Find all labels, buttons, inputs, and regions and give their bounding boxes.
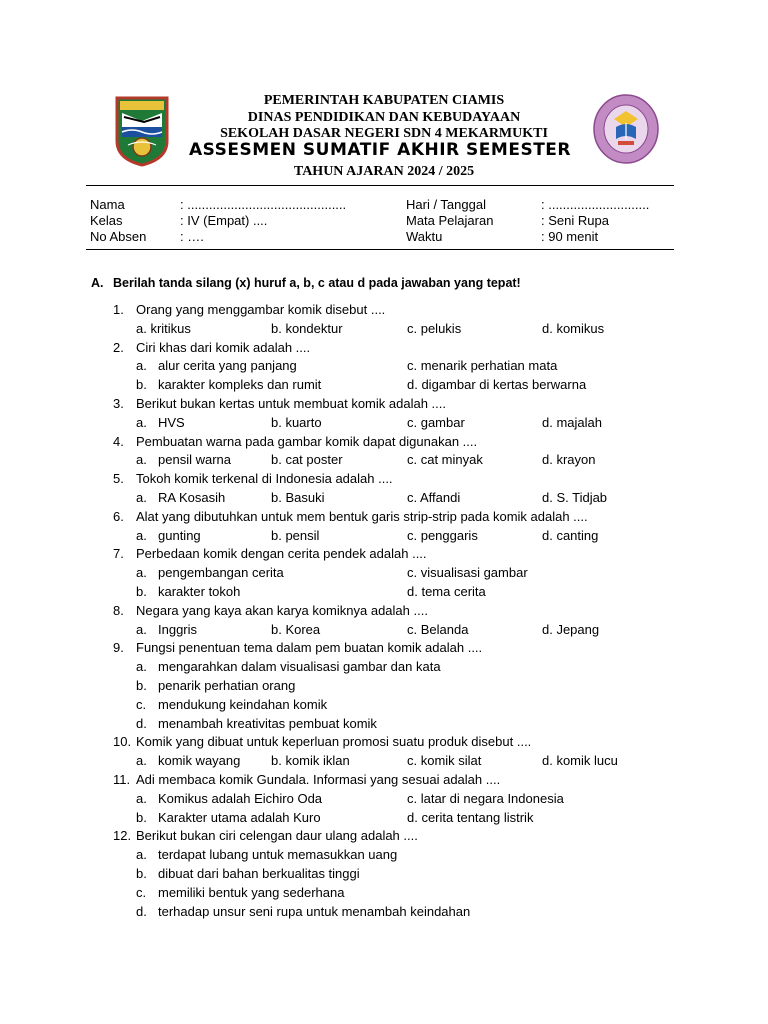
option-a-letter: a. [136, 790, 147, 806]
info-label-time: Waktu [406, 229, 443, 244]
option-b-letter: b. [136, 809, 147, 825]
header-school: SEKOLAH DASAR NEGERI SDN 4 MEKARMUKTI [220, 126, 548, 141]
option-a: mengarahkan dalam visualisasi gambar dan kata [158, 659, 441, 675]
question-12-option-a [0, 847, 768, 865]
question-number: 5. [113, 471, 124, 487]
question-number: 11. [113, 772, 131, 787]
option-d: d. Jepang [542, 621, 600, 637]
option-c-letter: c. [136, 696, 147, 712]
question-7-options-row2 [0, 584, 768, 602]
question-2-options-row2 [0, 377, 768, 395]
option-c: c. menarik perhatian mata [407, 358, 558, 374]
option-c: c. latar di negara Indonesia [407, 790, 564, 806]
question-10 [0, 734, 768, 752]
question-4 [0, 434, 768, 452]
question-12 [0, 828, 768, 846]
question-text: Komik yang dibuat untuk keperluan promosi suatu produk disebut .... [136, 734, 532, 750]
option-b: b. pensil [271, 527, 320, 543]
option-b: b. Basuki [271, 490, 325, 505]
info-label-date: Hari / Tanggal [406, 197, 486, 212]
option-c: c. Belanda [407, 621, 469, 637]
info-label-absen: No Absen [90, 229, 147, 244]
question-11-options-row2 [0, 810, 768, 828]
question-number: 7. [113, 546, 124, 562]
question-6-options [0, 528, 768, 546]
question-text: Orang yang menggambar komik disebut .... [136, 302, 386, 317]
option-b: b. kondektur [271, 320, 343, 336]
question-3-options [0, 415, 768, 433]
option-b-letter: b. [136, 377, 147, 393]
option-b: b. kuarto [271, 414, 322, 430]
question-number: 12. [113, 828, 132, 844]
question-text: Alat yang dibutuhkan untuk mem bentuk garis strip-strip pada komik adalah .... [136, 508, 588, 524]
option-a: a. kritikus [136, 320, 191, 336]
question-9-option-d [0, 716, 768, 734]
question-text: Berikut bukan kertas untuk membuat komik adalah .... [136, 396, 446, 411]
page-title: ASSESMEN SUMATIF AKHIR SEMESTER [189, 140, 571, 160]
info-value-name: : ............................................ [180, 197, 347, 212]
option-b: b. komik iklan [271, 753, 350, 769]
option-a: pengembangan cerita [158, 565, 284, 581]
question-8-options [0, 622, 768, 640]
info-value-subject: : Seni Rupa [541, 213, 609, 228]
option-a-letter: a. [136, 490, 147, 505]
question-number: 4. [113, 433, 124, 449]
header-government: PEMERINTAH KABUPATEN CIAMIS [263, 93, 505, 108]
option-c: mendukung keindahan komik [158, 696, 328, 712]
option-a: HVS [158, 414, 185, 430]
option-a: Inggris [158, 621, 198, 637]
question-number: 8. [113, 602, 124, 618]
info-value-absen: : …. [180, 229, 204, 244]
question-number: 2. [113, 339, 124, 355]
info-label-name: Nama [90, 197, 125, 212]
question-6 [0, 509, 768, 527]
question-text: Tokoh komik terkenal di Indonesia adalah .... [136, 471, 393, 487]
question-text: Negara yang kaya akan karya komiknya adalah .... [136, 602, 428, 618]
question-text: Adi membaca komik Gundala. Informasi yang sesuai adalah .... [136, 772, 501, 787]
option-b: karakter tokoh [158, 584, 241, 599]
option-d: d. tema cerita [407, 584, 486, 599]
question-7-options-row1 [0, 565, 768, 583]
option-c: c. gambar [407, 414, 465, 430]
question-text: Fungsi penentuan tema dalam pem buatan komik adalah .... [136, 640, 483, 656]
question-text: Pembuatan warna pada gambar komik dapat digunakan .... [136, 433, 478, 449]
option-a: alur cerita yang panjang [158, 358, 297, 374]
question-8 [0, 603, 768, 621]
question-1 [0, 302, 768, 320]
option-b: b. Korea [271, 621, 321, 637]
option-a-letter: a. [136, 414, 147, 430]
section-text: Berilah tanda silang (x) huruf a, b, c atau d pada jawaban yang tepat! [113, 276, 521, 290]
question-12-option-b [0, 866, 768, 884]
option-b: karakter kompleks dan rumit [158, 377, 322, 393]
option-a-letter: a. [136, 452, 147, 468]
option-a: terdapat lubang untuk memasukkan uang [158, 847, 398, 863]
option-d: terhadap unsur seni rupa untuk menambah keindahan [158, 903, 471, 919]
option-b-letter: b. [136, 678, 147, 693]
option-a-letter: a. [136, 527, 147, 543]
option-d-letter: d. [136, 715, 147, 731]
question-12-option-c [0, 885, 768, 903]
info-value-time: : 90 menit [541, 229, 599, 244]
info-label-class: Kelas [90, 213, 123, 228]
option-b: b. cat poster [271, 452, 343, 468]
option-d: d. digambar di kertas berwarna [407, 377, 587, 393]
question-11 [0, 772, 768, 790]
option-c: c. visualisasi gambar [407, 565, 528, 581]
option-c-letter: c. [136, 884, 147, 900]
question-text: Berikut bukan ciri celengan daur ulang adalah .... [136, 828, 418, 844]
option-b: dibuat dari bahan berkualitas tinggi [158, 866, 360, 881]
option-a-letter: a. [136, 753, 147, 769]
question-number: 1. [113, 302, 124, 317]
option-d: d. krayon [542, 452, 596, 468]
option-b: penarik perhatian orang [158, 678, 296, 693]
question-7 [0, 546, 768, 564]
option-a: Komikus adalah Eichiro Oda [158, 790, 323, 806]
question-5 [0, 471, 768, 489]
header-department: DINAS PENDIDIKAN DAN KEBUDAYAAN [247, 110, 521, 125]
question-2-options-row1 [0, 358, 768, 376]
option-c: c. penggaris [407, 527, 478, 543]
option-d: d. canting [542, 527, 599, 543]
question-1-options [0, 321, 768, 339]
option-a-letter: a. [136, 358, 147, 374]
info-label-subject: Mata Pelajaran [406, 213, 494, 228]
option-a: komik wayang [158, 753, 241, 769]
question-4-options [0, 452, 768, 470]
option-b-letter: b. [136, 584, 147, 599]
question-text: Ciri khas dari komik adalah .... [136, 339, 311, 355]
info-value-class: : IV (Empat) .... [180, 213, 268, 228]
option-d-letter: d. [136, 903, 147, 919]
question-10-options [0, 753, 768, 771]
question-text: Perbedaan komik dengan cerita pendek adalah .... [136, 546, 427, 562]
option-b-letter: b. [136, 866, 147, 881]
option-d: d. S. Tidjab [542, 490, 608, 505]
question-number: 9. [113, 640, 124, 656]
info-value-date: : ............................ [541, 197, 650, 212]
question-2 [0, 340, 768, 358]
option-a: pensil warna [158, 452, 231, 468]
option-c: c. Affandi [407, 490, 461, 505]
question-number: 10. [113, 734, 132, 750]
question-3 [0, 396, 768, 414]
section-label: A. [91, 276, 104, 290]
option-b: Karakter utama adalah Kuro [158, 809, 321, 825]
question-9 [0, 640, 768, 658]
question-number: 3. [113, 396, 124, 411]
question-number: 6. [113, 508, 124, 524]
academic-year: TAHUN AJARAN 2024 / 2025 [293, 164, 475, 179]
option-c: memiliki bentuk yang sederhana [158, 884, 345, 900]
option-a-letter: a. [136, 565, 147, 581]
question-9-option-a [0, 659, 768, 677]
question-11-options-row1 [0, 791, 768, 809]
question-12-option-d [0, 904, 768, 922]
question-9-option-c [0, 697, 768, 715]
option-a-letter: a. [136, 847, 147, 863]
option-a-letter: a. [136, 621, 147, 637]
option-a-letter: a. [136, 659, 147, 675]
option-c: c. cat minyak [407, 452, 483, 468]
option-c: c. pelukis [407, 320, 462, 336]
question-9-option-b [0, 678, 768, 696]
option-d: d. komik lucu [542, 753, 618, 769]
option-a: RA Kosasih [158, 490, 226, 505]
option-a: gunting [158, 527, 201, 543]
option-d: menambah kreativitas pembuat komik [158, 715, 377, 731]
option-d: d. cerita tentang listrik [407, 809, 534, 825]
option-d: d. komikus [542, 320, 605, 336]
option-c: c. komik silat [407, 753, 482, 769]
option-d: d. majalah [542, 414, 602, 430]
question-5-options [0, 490, 768, 508]
